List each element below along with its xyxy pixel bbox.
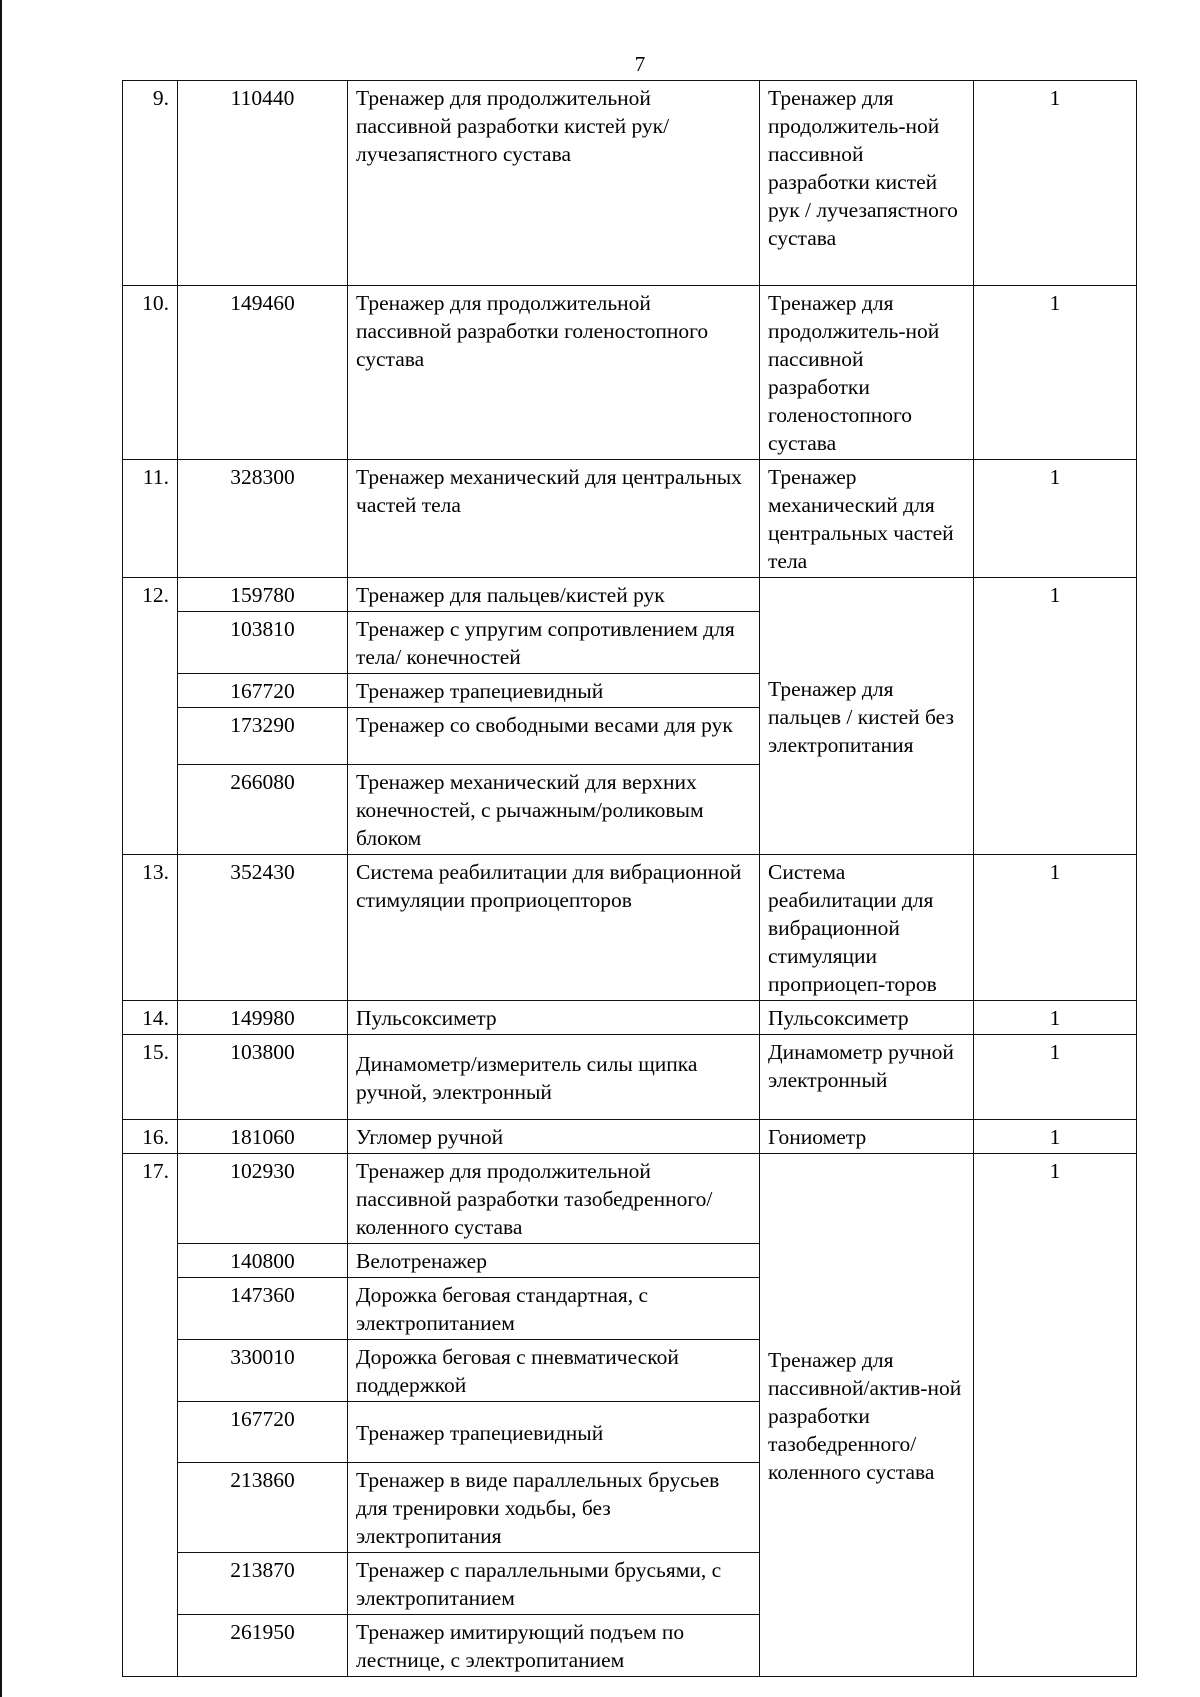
item-name: Тренажер с параллельными брусьями, с электропитанием [348,1553,760,1615]
item-quantity: 1 [974,1120,1137,1154]
item-code: 328300 [178,460,348,578]
item-quantity: 1 [974,1154,1137,1677]
item-name: Тренажер трапециевидный [348,1402,760,1463]
table-row [123,81,1137,286]
table-row [123,1120,1137,1154]
row-number: 15. [123,1035,178,1120]
item-name: Тренажер со свободными весами для рук [348,708,760,765]
table-row [123,1001,1137,1035]
item-name: Дорожка беговая стандартная, с электропитанием [348,1278,760,1340]
item-name: Тренажер имитирующий подъем по лестнице, с электропитанием [348,1615,760,1677]
equipment-table [122,80,1137,1677]
item-code: 167720 [178,1402,348,1463]
item-description: Гониометр [760,1120,974,1154]
item-description: Тренажер для продолжитель-ной пассивной разработки кистей рук / лучезапястного сустава [760,81,974,286]
item-description: Пульсоксиметр [760,1001,974,1035]
item-name: Тренажер для пальцев/кистей рук [348,578,760,612]
item-code: 110440 [178,81,348,286]
row-number: 17. [123,1154,178,1677]
item-code: 149980 [178,1001,348,1035]
item-description: Тренажер для пассивной/актив-ной разработки тазобедренного/ коленного сустава [760,1154,974,1677]
table-row [123,855,1137,1001]
item-code: 330010 [178,1340,348,1402]
item-name: Тренажер для продолжительной пассивной разработки голеностопного сустава [348,286,760,460]
item-code: 147360 [178,1278,348,1340]
item-description: Система реабилитации для вибрационной стимуляции проприоцеп-торов [760,855,974,1001]
item-name: Тренажер механический для центральных частей тела [348,460,760,578]
item-code: 173290 [178,708,348,765]
item-name: Тренажер для продолжительной пассивной разработки тазобедренного/коленного сустава [348,1154,760,1244]
item-code: 213860 [178,1463,348,1553]
table-row [123,1154,1137,1244]
item-code: 266080 [178,765,348,855]
item-code: 213870 [178,1553,348,1615]
page-number: 7 [634,52,646,76]
item-code: 140800 [178,1244,348,1278]
item-code: 103800 [178,1035,348,1120]
item-quantity: 1 [974,286,1137,460]
item-description: Динамометр ручной электронный [760,1035,974,1120]
item-description: Тренажер для продолжитель-ной пассивной разработки голеностопного сустава [760,286,974,460]
row-number: 16. [123,1120,178,1154]
row-number: 9. [123,81,178,286]
item-name: Тренажер для продолжительной пассивной разработки кистей рук/лучезапястного сустава [348,81,760,286]
table-body [123,81,1137,1677]
item-quantity: 1 [974,578,1137,855]
row-number: 10. [123,286,178,460]
item-quantity: 1 [974,1001,1137,1035]
row-number: 11. [123,460,178,578]
item-name: Динамометр/измеритель силы щипка ручной, электронный [348,1035,760,1120]
table-row [123,1035,1137,1120]
item-name: Пульсоксиметр [348,1001,760,1035]
table-row [123,460,1137,578]
item-code: 167720 [178,674,348,708]
item-name: Угломер ручной [348,1120,760,1154]
item-name: Дорожка беговая с пневматической поддержкой [348,1340,760,1402]
item-quantity: 1 [974,855,1137,1001]
page-edge [0,0,2,1697]
item-name: Тренажер в виде параллельных брусьев для тренировки ходьбы, без электропитания [348,1463,760,1553]
item-code: 352430 [178,855,348,1001]
item-code: 149460 [178,286,348,460]
item-code: 102930 [178,1154,348,1244]
item-name: Система реабилитации для вибрационной стимуляции проприоцепторов [348,855,760,1001]
item-code: 181060 [178,1120,348,1154]
item-quantity: 1 [974,81,1137,286]
item-code: 159780 [178,578,348,612]
row-number: 12. [123,578,178,855]
item-name: Тренажер механический для верхних конечностей, с рычажным/роликовым блоком [348,765,760,855]
table-row [123,578,1137,612]
item-code: 261950 [178,1615,348,1677]
row-number: 13. [123,855,178,1001]
item-quantity: 1 [974,1035,1137,1120]
item-name: Велотренажер [348,1244,760,1278]
row-number: 14. [123,1001,178,1035]
item-name: Тренажер трапециевидный [348,674,760,708]
table-row [123,286,1137,460]
item-description: Тренажер механический для центральных частей тела [760,460,974,578]
item-quantity: 1 [974,460,1137,578]
item-name: Тренажер с упругим сопротивлением для тела/ конечностей [348,612,760,674]
item-description: Тренажер для пальцев / кистей без электропитания [760,578,974,855]
item-code: 103810 [178,612,348,674]
